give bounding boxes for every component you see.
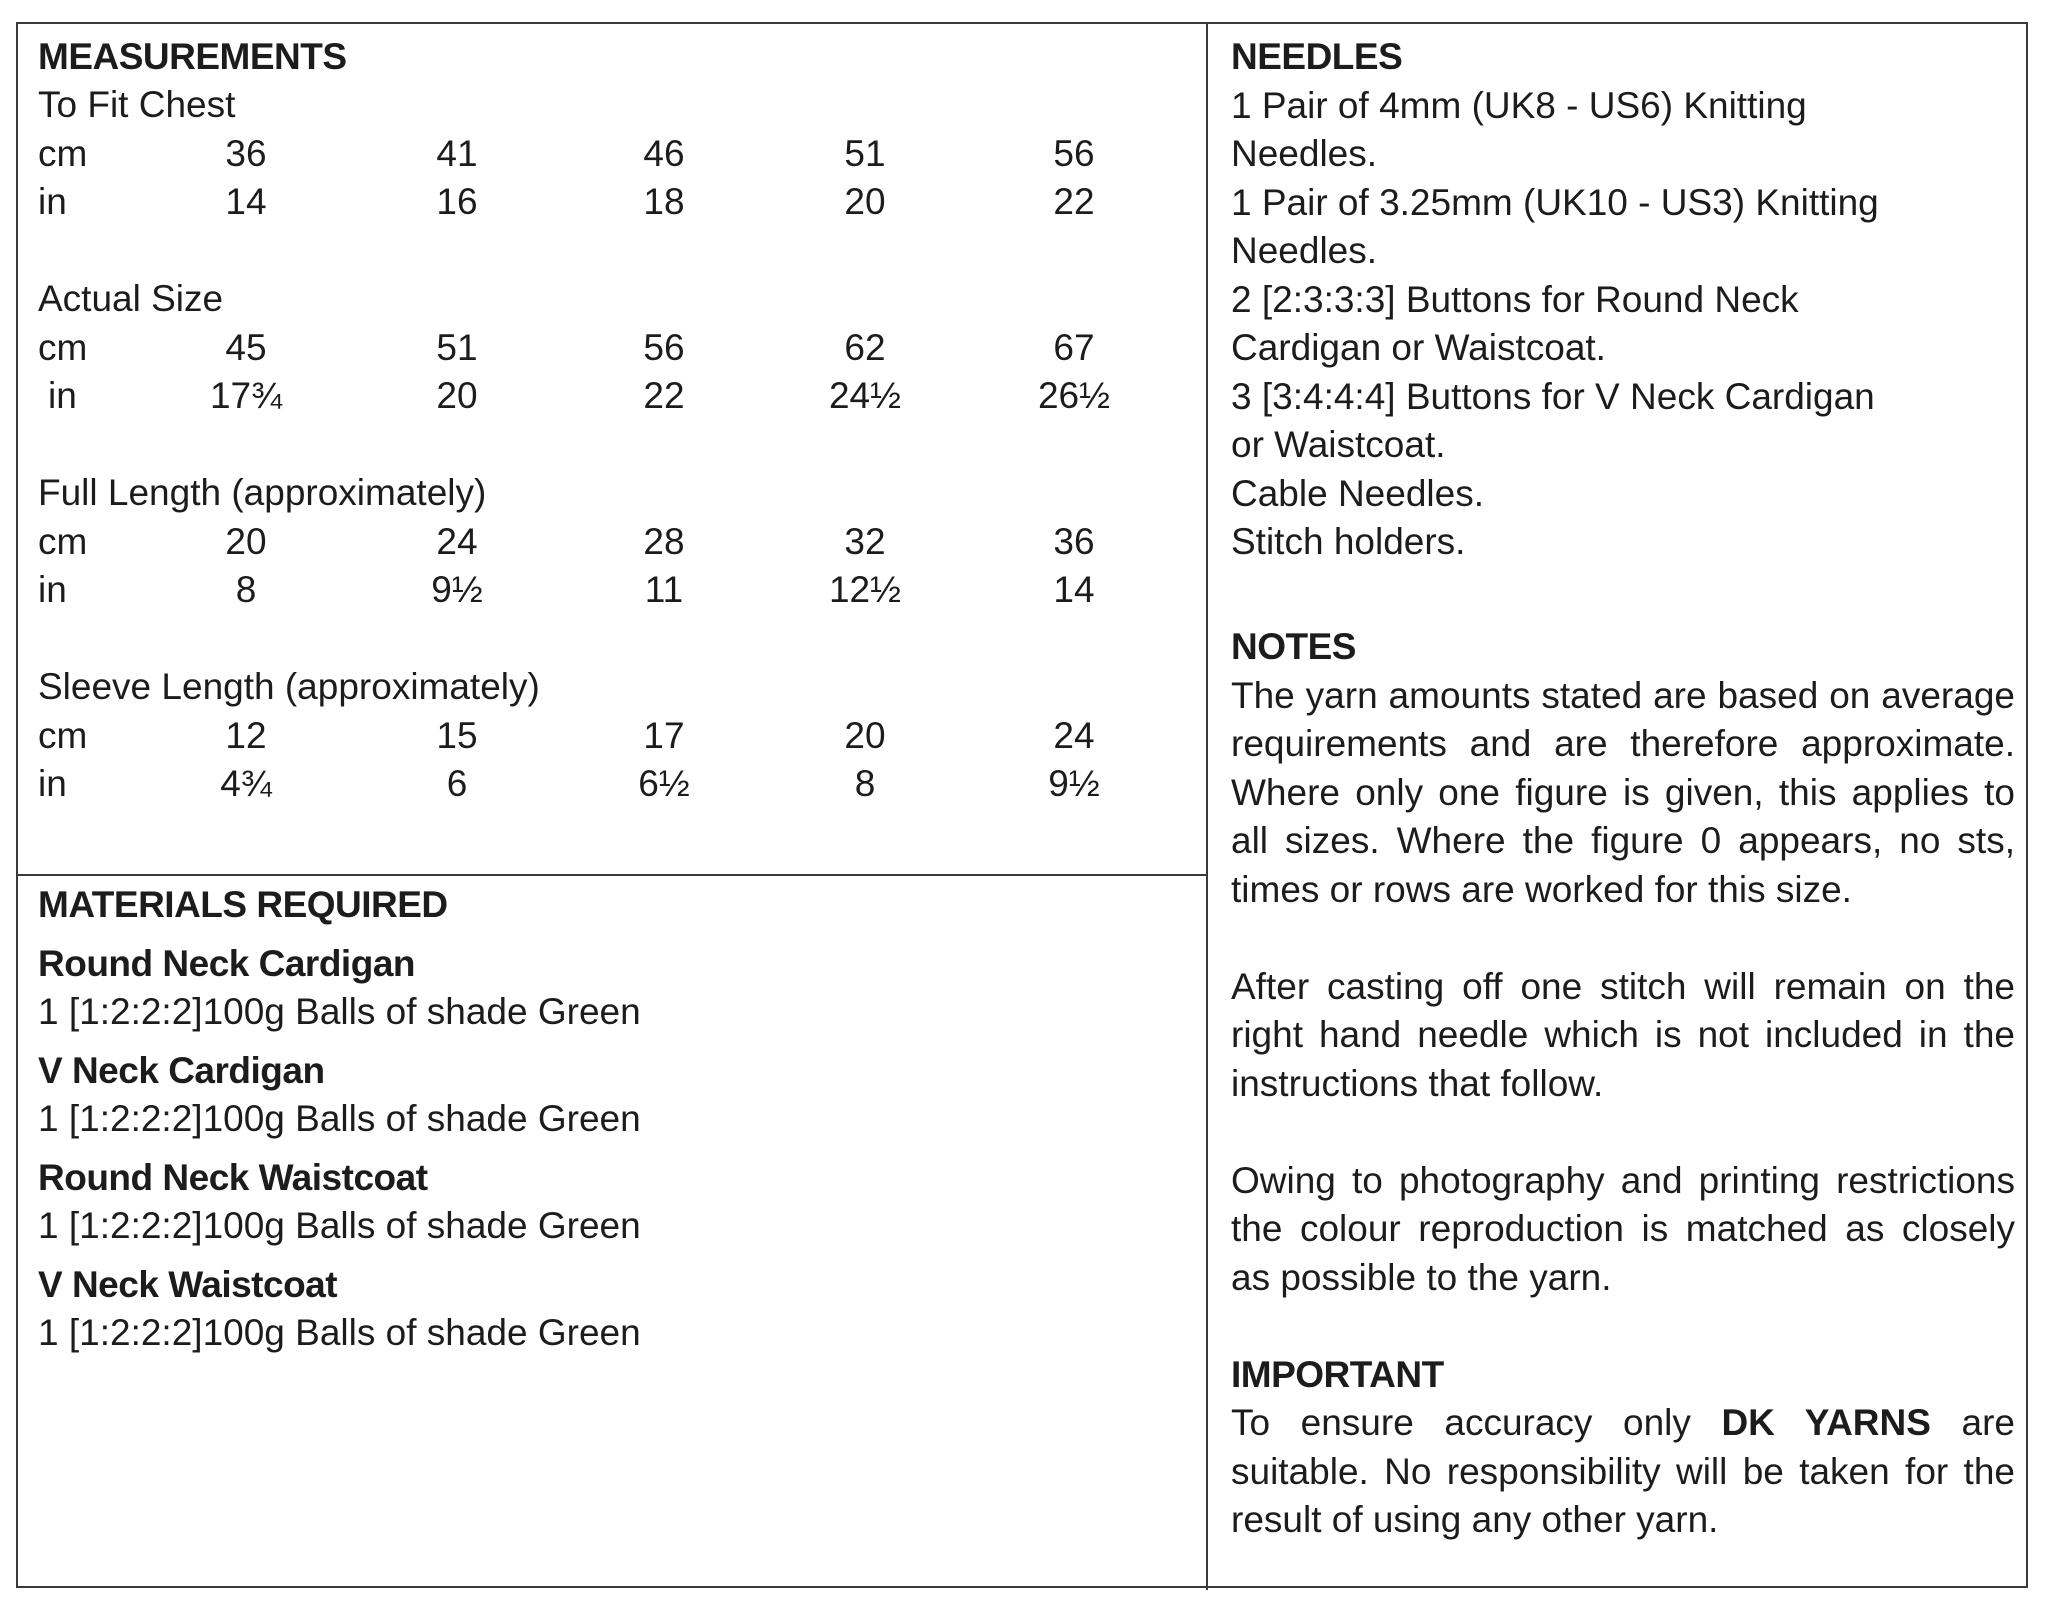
right-column bbox=[1231, 33, 2015, 1545]
notes-paragraph: After casting off one stitch will remain on the right hand needle which is not included in the instructions that follow. bbox=[1231, 965, 2015, 1104]
important-heading: IMPORTANT bbox=[1231, 1353, 1444, 1395]
needles-heading: NEEDLES bbox=[1231, 36, 1403, 77]
measurement-unit: in bbox=[38, 569, 67, 610]
measurement-unit: cm bbox=[38, 520, 88, 562]
measurement-value: 26½ bbox=[1037, 375, 1110, 416]
measurement-value: 8 bbox=[235, 569, 257, 610]
needles-line: 1 Pair of 4mm (UK8 - US6) Knitting bbox=[1231, 84, 1807, 126]
measurement-value: 22 bbox=[1053, 181, 1095, 222]
measurement-value: 17 bbox=[643, 714, 685, 756]
measurement-value: 24½ bbox=[828, 375, 901, 416]
needles-line: Cable Needles. bbox=[1231, 472, 1484, 514]
measurement-unit: in bbox=[48, 375, 77, 416]
material-name: Round Neck Cardigan bbox=[38, 943, 415, 984]
measurement-value: 46 bbox=[643, 132, 685, 174]
measurement-unit: in bbox=[38, 181, 67, 222]
material-amount: 1 [1:2:2:2]100g Balls of shade Green bbox=[38, 1205, 641, 1246]
measurement-value: 15 bbox=[436, 714, 478, 756]
material-amount: 1 [1:2:2:2]100g Balls of shade Green bbox=[38, 1098, 641, 1139]
measurement-value: 67 bbox=[1053, 326, 1095, 368]
measurement-value: 14 bbox=[225, 181, 267, 222]
notes-paragraph: Owing to photography and printing restrictions the colour reproduction is matched as closely as possible to the yarn. bbox=[1231, 1159, 2015, 1298]
measurement-value: 4¾ bbox=[220, 763, 272, 804]
measurement-unit: cm bbox=[38, 326, 88, 368]
important-text-after: are suitable. No responsibility will be taken for the result of using any other yarn. bbox=[1231, 1402, 2015, 1540]
needles-line: Cardigan or Waistcoat. bbox=[1231, 327, 1606, 368]
measurement-value: 6½ bbox=[638, 763, 690, 804]
measurement-value: 36 bbox=[225, 132, 267, 174]
measurement-value: 41 bbox=[436, 132, 478, 174]
measurement-group-label: Sleeve Length (approximately) bbox=[38, 666, 540, 707]
needles-line: Needles. bbox=[1231, 230, 1378, 271]
measurement-value: 12 bbox=[225, 714, 267, 756]
measurement-value: 14 bbox=[1053, 569, 1095, 610]
measurement-value: 45 bbox=[225, 326, 267, 368]
important-text bbox=[1231, 1399, 2015, 1545]
measurement-value: 17¾ bbox=[209, 375, 282, 416]
material-amount: 1 [1:2:2:2]100g Balls of shade Green bbox=[38, 1312, 641, 1353]
measurement-value: 20 bbox=[225, 520, 267, 562]
measurement-value: 9½ bbox=[431, 569, 483, 610]
measurement-value: 51 bbox=[844, 132, 886, 174]
materials-heading: MATERIALS REQUIRED bbox=[38, 884, 448, 925]
measurement-value: 32 bbox=[844, 520, 886, 562]
notes-paragraph: The yarn amounts stated are based on average requirements and are therefore approximate. Where only one figure is given, this applies to all sizes. Where the figure 0 appears, no sts, times or rows are worked for this size. bbox=[1231, 674, 2015, 910]
material-name: Round Neck Waistcoat bbox=[38, 1157, 428, 1198]
measurement-value: 24 bbox=[1053, 714, 1095, 756]
measurement-value: 36 bbox=[1053, 520, 1095, 562]
measurement-unit: in bbox=[38, 763, 67, 804]
measurements-heading: MEASUREMENTS bbox=[38, 36, 347, 77]
measurement-value: 9½ bbox=[1048, 763, 1100, 804]
measurement-value: 18 bbox=[643, 181, 685, 222]
measurement-value: 12½ bbox=[828, 569, 901, 610]
needles-line: 3 [3:4:4:4] Buttons for V Neck Cardigan bbox=[1231, 375, 1875, 417]
measurement-value: 28 bbox=[643, 520, 685, 562]
measurement-group-label: To Fit Chest bbox=[38, 84, 236, 125]
material-name: V Neck Cardigan bbox=[38, 1050, 325, 1091]
needles-line: or Waistcoat. bbox=[1231, 424, 1446, 465]
needles-list bbox=[1231, 82, 2015, 567]
needles-line: Stitch holders. bbox=[1231, 521, 1466, 562]
measurement-value: 22 bbox=[643, 375, 685, 416]
measurement-value: 20 bbox=[436, 375, 478, 416]
measurement-unit: cm bbox=[38, 132, 88, 174]
needles-line: 2 [2:3:3:3] Buttons for Round Neck bbox=[1231, 278, 1799, 320]
measurement-value: 20 bbox=[844, 181, 886, 222]
material-amount: 1 [1:2:2:2]100g Balls of shade Green bbox=[38, 991, 641, 1032]
material-name: V Neck Waistcoat bbox=[38, 1264, 338, 1305]
measurement-value: 6 bbox=[446, 763, 468, 804]
notes-heading: NOTES bbox=[1231, 626, 1356, 667]
important-text-before: To ensure accuracy only bbox=[1231, 1402, 1691, 1443]
measurement-value: 62 bbox=[844, 326, 886, 368]
measurement-value: 51 bbox=[436, 326, 478, 368]
measurement-value: 11 bbox=[644, 569, 684, 610]
measurement-unit: cm bbox=[38, 714, 88, 756]
measurement-value: 56 bbox=[643, 326, 685, 368]
measurement-value: 16 bbox=[436, 181, 478, 222]
dk-yarns-emphasis: DK YARNS bbox=[1721, 1402, 1931, 1443]
measurement-value: 56 bbox=[1053, 132, 1095, 174]
measurement-value: 8 bbox=[854, 763, 876, 804]
measurement-group-label: Full Length (approximately) bbox=[38, 472, 487, 513]
section-divider bbox=[16, 874, 1208, 876]
column-divider bbox=[1206, 22, 1208, 1590]
needles-line: Needles. bbox=[1231, 133, 1378, 174]
measurement-value: 24 bbox=[436, 520, 478, 562]
measurement-group-label: Actual Size bbox=[38, 278, 224, 319]
measurement-value: 20 bbox=[844, 714, 886, 756]
needles-line: 1 Pair of 3.25mm (UK10 - US3) Knitting bbox=[1231, 181, 1879, 223]
